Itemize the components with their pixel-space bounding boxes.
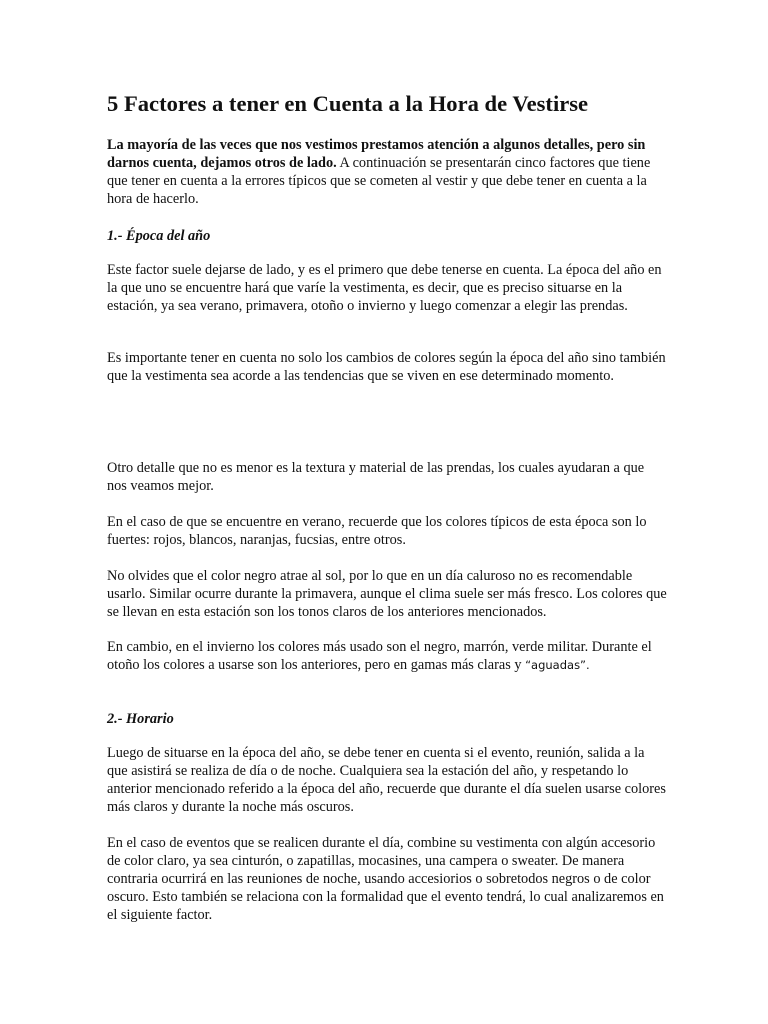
intro-text: A continuación se presentarán cinco factores que tiene que tener en cuenta a la errores típicos que se cometen al vestir y que debe tener en cuenta a la hora de hacerlo.: [107, 155, 651, 207]
section-1-paragraph-5: No olvides que el color negro atrae al sol, por lo que en un día caluroso no es recomendable usarlo. Similar ocurre durante la primavera, aunque el clima suele ser más fresco. Los colores que se llevan en esta estación son los tonos claros de los anteriores mencionados.: [107, 568, 667, 620]
section-1-paragraph-6-text: En cambio, en el invierno los colores más usado son el negro, marrón, verde militar. Durante el otoño los colores a usarse son los anteriores, pero en gamas más claras y: [107, 639, 652, 673]
section-2-paragraph-2: En el caso de eventos que se realicen durante el día, combine su vestimenta con algún accesorio de color claro, ya sea cinturón, o zapatillas, mocasines, una campera o sweater. De manera contraria ocurrirá en las reuniones de noche, usando accesiorios o sobretodos negros o de color oscuro. Esto también se relaciona con la formalidad que el evento tendrá, lo cual analizaremos en el siguiente factor.: [107, 835, 664, 923]
section-1-heading: 1.- Época del año: [107, 228, 211, 244]
page-title: 5 Factores a tener en Cuenta a la Hora de Vestirse: [107, 91, 589, 116]
section-2-paragraph-1: Luego de situarse en la época del año, se debe tener en cuenta si el evento, reunión, salida a la que asistirá se realiza de día o de noche. Cualquiera sea la estación del año, y respetando lo anterior mencionado referido a la época del año, recuerde que durante el día suelen usarse colores más claros y durante la noche más oscuros.: [107, 745, 666, 815]
section-2-heading: 2.- Horario: [107, 711, 174, 727]
intro-paragraph: [107, 136, 667, 208]
section-1-paragraph-1: Este factor suele dejarse de lado, y es el primero que debe tenerse en cuenta. La época del año en la que uno se encuentre hará que varíe la vestimenta, es decir, que es preciso situarse en la estación, ya sea verano, primavera, otoño o invierno y luego comenzar a elegir las prendas.: [107, 262, 662, 314]
quoted-word-aguadas: “aguadas”.: [525, 658, 590, 672]
section-1-paragraph-2: Es importante tener en cuenta no solo los cambios de colores según la época del año sino también que la vestimenta sea acorde a las tendencias que se viven en ese determinado momento.: [107, 350, 666, 384]
intro-bold-text: La mayoría de las veces que nos vestimos prestamos atención a algunos detalles, pero sin darnos cuenta, dejamos otros de lado.: [107, 137, 646, 171]
section-1-paragraph-6: [107, 638, 667, 674]
section-1-paragraph-4: En el caso de que se encuentre en verano, recuerde que los colores típicos de esta época son lo fuertes: rojos, blancos, naranjas, fucsias, entre otros.: [107, 514, 647, 548]
section-1-paragraph-3: Otro detalle que no es menor es la textura y material de las prendas, los cuales ayudaran a que nos veamos mejor.: [107, 460, 645, 494]
